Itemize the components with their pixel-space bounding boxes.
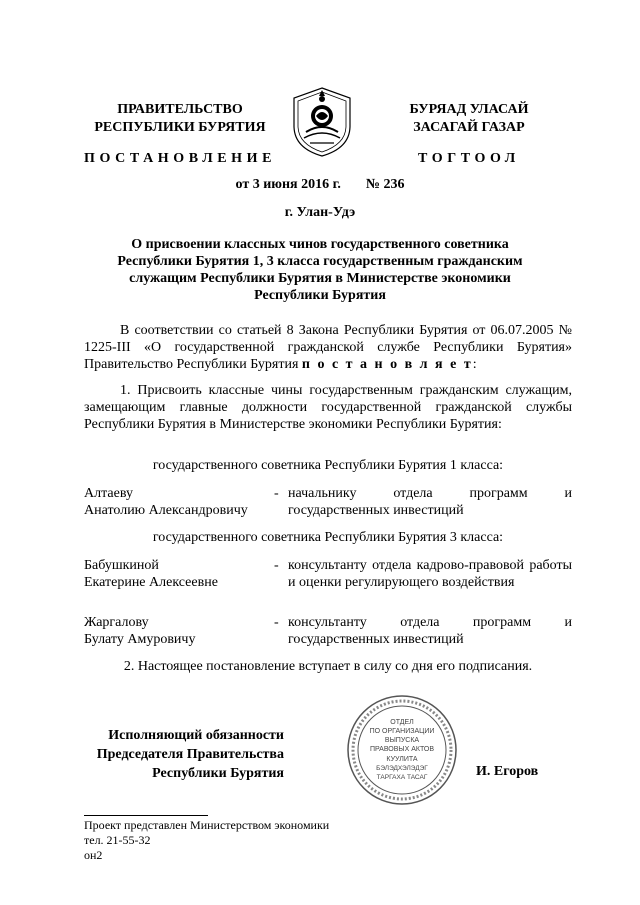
official-seal-icon (332, 694, 472, 806)
signatory-title (84, 726, 284, 783)
government-name-ru (80, 101, 280, 137)
appointee-name (84, 557, 274, 591)
signatory-title-line3: Республики Бурятия (152, 766, 284, 781)
preamble-resolves: п о с т а н о в л я е т (301, 357, 473, 372)
rank-1-heading: государственного советника Республики Бурятия 1 класса: (152, 458, 504, 473)
stamp-line: БЭЛЭДХЭЛЭДЭГ (376, 765, 428, 772)
appointee-given-name: Екатерине Алексеевне (84, 575, 218, 590)
decree-title (96, 236, 544, 304)
appointee-position: начальнику отдела программ и государственных инвестиций (288, 486, 572, 518)
decree-city: г. Улан-Удэ (284, 205, 356, 220)
title-line4: Республики Бурятия (254, 288, 386, 303)
preamble-text: В соответствии со статьей 8 Закона Республики Бурятия от 06.07.2005 № 1225-III «О государственной гражданской службе Республики Бурятия» Правительство Республики Бурятия (84, 323, 572, 372)
rank-3-heading: государственного советника Республики Бурятия 3 класса: (152, 530, 504, 545)
appointee-given-name: Анатолию Александровичу (84, 503, 248, 518)
government-name-bua (384, 101, 554, 137)
preamble-colon: : (472, 357, 477, 372)
coat-of-arms-icon (292, 86, 352, 158)
appointee-position: консультанту отдела программ и государственных инвестиций (288, 615, 572, 647)
appointee-dash: - (274, 558, 279, 573)
stamp-line: ВЫПУСКА (384, 737, 420, 744)
item-1-paragraph (84, 382, 572, 433)
appointee-given-name: Булату Амуровичу (84, 632, 196, 647)
government-bua-line2: ЗАСАГАЙ ГАЗАР (413, 120, 525, 135)
stamp-line: ПО ОРГАНИЗАЦИИ (369, 728, 435, 735)
signatory-title-line1: Исполняющий обязанности (108, 728, 284, 743)
signatory-title-line2: Председателя Правительства (96, 747, 284, 762)
preamble-paragraph (84, 322, 572, 373)
footer-divider (84, 815, 208, 816)
item-2-paragraph: 2. Настоящее постановление вступает в силу со дня его подписания. (123, 659, 533, 674)
government-line1: ПРАВИТЕЛЬСТВО (117, 102, 243, 117)
government-line2: РЕСПУБЛИКИ БУРЯТИЯ (94, 120, 266, 135)
title-line3: служащим Республики Бурятия в Министерстве экономики (129, 271, 511, 286)
decree-heading-bua: ТОГТООЛ (418, 151, 520, 166)
item-1-text: 1. Присвоить классные чины государственным гражданским служащим, замещающим главные должности государственной гражданской службы Республики Бурятия в Министерстве экономики Республики Бурятия: (84, 383, 572, 432)
title-line2: Республики Бурятия 1, 3 класса государственным гражданским (117, 254, 523, 269)
footer-code: он2 (84, 848, 103, 862)
appointee-name (84, 485, 274, 519)
date-line (0, 177, 640, 193)
footer-phone: тел. 21-55-32 (84, 833, 151, 847)
decree-heading-ru: ПОСТАНОВЛЕНИЕ (84, 151, 277, 166)
decree-number: № 236 (365, 177, 405, 192)
appointee-dash: - (274, 615, 279, 630)
stamp-line: КУУЛИТА (386, 756, 418, 763)
appointee-surname: Алтаеву (84, 486, 133, 501)
footer-note (84, 818, 329, 863)
title-line1: О присвоении классных чинов государственного советника (131, 237, 509, 252)
appointee-name (84, 614, 274, 648)
stamp-line: ОТДЕЛ (390, 719, 414, 726)
stamp-line: ПРАВОВЫХ АКТОВ (369, 746, 435, 753)
decree-date: от 3 июня 2016 г. (235, 177, 341, 192)
stamp-line: ТАРГАХА ТАСАГ (376, 774, 428, 781)
signer-name: И. Егоров (476, 764, 539, 779)
footer-line1: Проект представлен Министерством экономики (84, 818, 330, 832)
appointee-surname: Жаргалову (84, 615, 149, 630)
appointee-surname: Бабушкиной (84, 558, 159, 573)
appointee-position: консультанту отдела кадрово-правовой работы и оценки регулирующего воздействия (288, 558, 572, 590)
appointee-dash: - (274, 486, 279, 501)
government-bua-line1: БУРЯАД УЛАСАЙ (409, 102, 529, 117)
